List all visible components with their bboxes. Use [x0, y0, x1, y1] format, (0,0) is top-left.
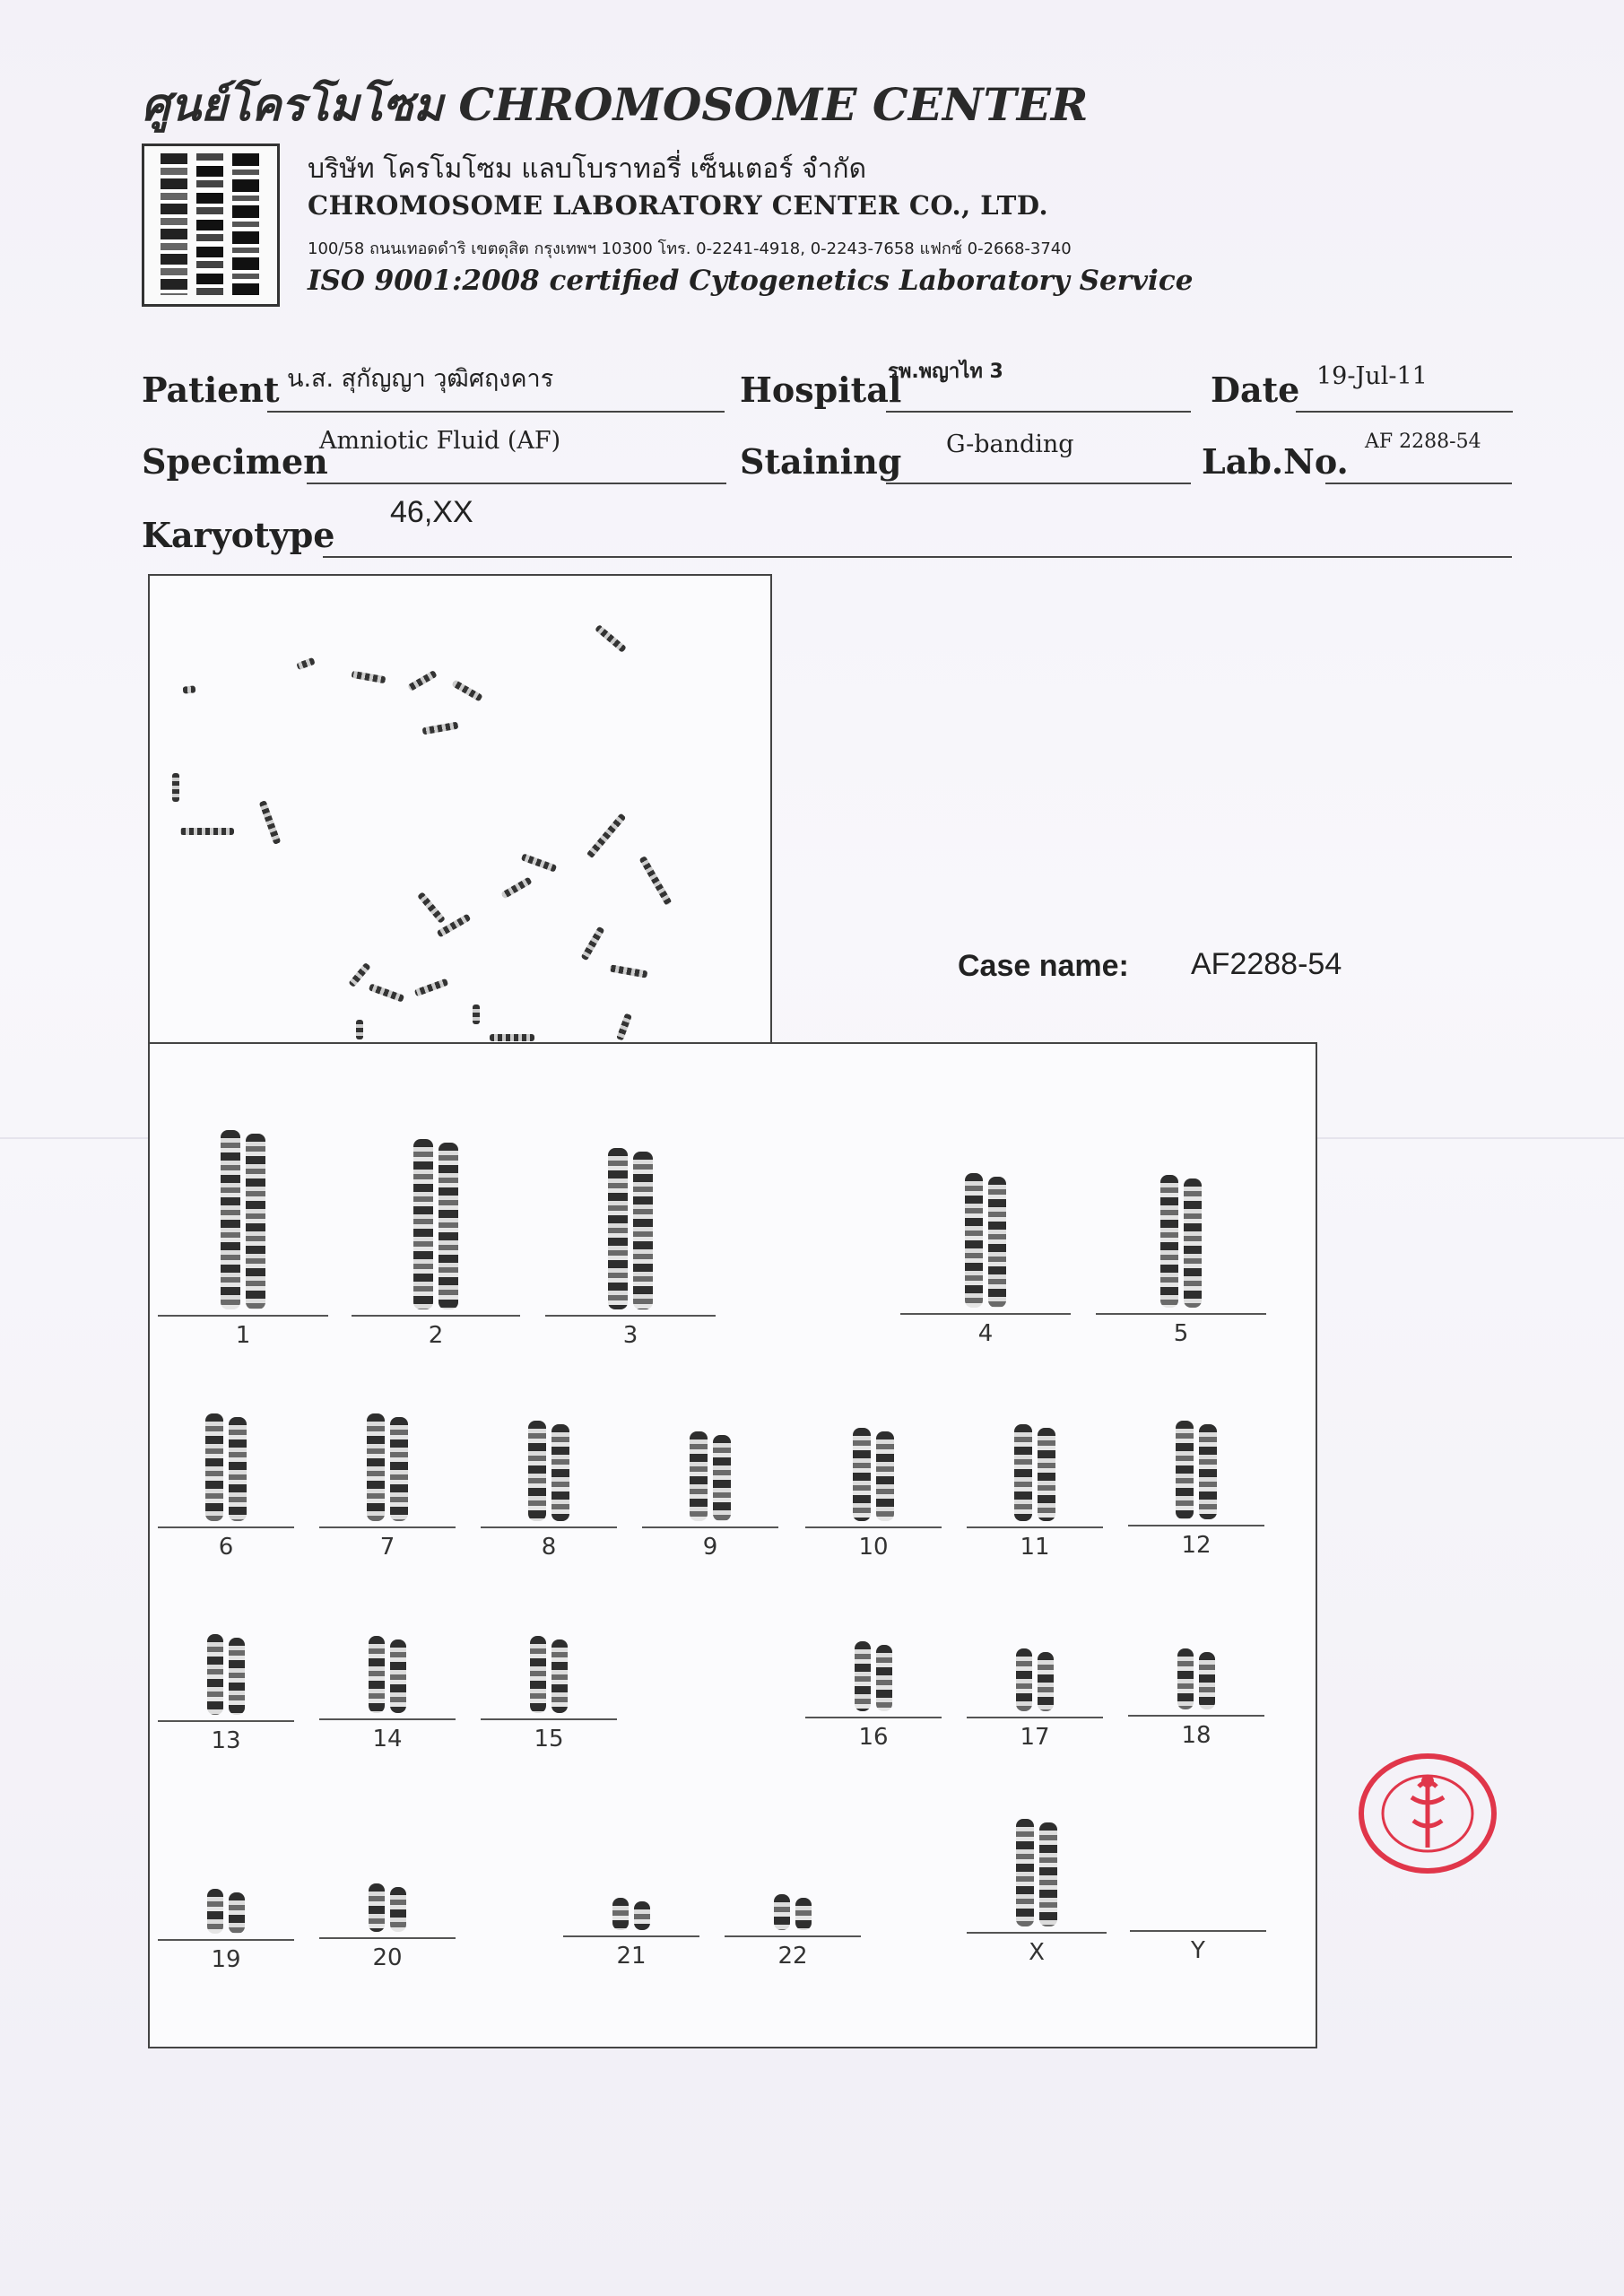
- chromosome: [988, 1177, 1006, 1308]
- chromosome: [369, 1636, 385, 1713]
- chromosome-number-label: 11: [1020, 1534, 1050, 1561]
- chromosome: [205, 1413, 223, 1521]
- chromosome: [1038, 1652, 1054, 1711]
- chromosome-pair: [1177, 1648, 1215, 1709]
- company-name-thai: บริษัท โครโมโซม แลบโบราทอรี่ เซ็นเตอร์ จำกัด: [308, 153, 867, 185]
- hospital-value: รพ.พญาไท 3: [888, 361, 1003, 383]
- chromosome-pair: [855, 1641, 892, 1711]
- chromosome-pair: [1016, 1819, 1057, 1926]
- chromosome: [774, 1894, 790, 1930]
- staining-value: G-banding: [946, 430, 1074, 458]
- chromosome-number-label: 17: [1020, 1724, 1050, 1751]
- staining-line: [886, 483, 1191, 484]
- chromosome-number-label: 10: [858, 1534, 889, 1561]
- chromosome-logo-icon: [142, 144, 280, 307]
- case-name-label: Case name:: [958, 949, 1129, 983]
- chromosome: [246, 1134, 265, 1309]
- chromosome: [608, 1148, 628, 1309]
- chromosome: [876, 1431, 894, 1521]
- chromosome-pair: [690, 1431, 731, 1521]
- metaphase-spread-image: [148, 574, 772, 1051]
- metaphase-chromosome: [521, 853, 557, 872]
- metaphase-chromosome: [500, 877, 532, 900]
- metaphase-chromosome: [259, 800, 282, 845]
- chromosome: [853, 1428, 871, 1521]
- chromosome-number-label: 18: [1181, 1722, 1211, 1749]
- patient-line: [267, 411, 725, 413]
- chromosome-underline: [481, 1718, 617, 1720]
- chromosome-number-label: 3: [622, 1322, 638, 1349]
- patient-label: Patient: [142, 370, 280, 410]
- center-title: ศูนย์โครโมโซม CHROMOSOME CENTER: [142, 78, 1089, 131]
- metaphase-chromosome: [473, 1004, 480, 1024]
- chromosome: [551, 1424, 569, 1521]
- chromosome-underline: [158, 1526, 294, 1528]
- chromosome: [551, 1639, 568, 1713]
- chromosome-pair: [367, 1413, 408, 1521]
- metaphase-chromosome: [586, 813, 627, 858]
- chromosome: [713, 1435, 731, 1521]
- chromosome-underline: [158, 1720, 294, 1722]
- hospital-line: [886, 411, 1191, 413]
- lab-number-value: AF 2288-54: [1365, 430, 1481, 453]
- chromosome-underline: [158, 1939, 294, 1941]
- company-address: 100/58 ถนนเทอดดำริ เขตดุสิต กรุงเทพฯ 10300 โทร. 0-2241-4918, 0-2243-7658 แฟกซ์ 0-2668-3740: [308, 239, 1072, 258]
- chromosome-underline: [158, 1315, 328, 1317]
- chromosome: [633, 1152, 653, 1309]
- chromosome-underline: [1096, 1313, 1266, 1315]
- chromosome: [634, 1901, 650, 1930]
- metaphase-chromosome: [296, 657, 316, 670]
- chromosome-pair: [369, 1636, 406, 1713]
- chromosome-number-label: 12: [1181, 1532, 1211, 1559]
- metaphase-chromosome: [422, 722, 459, 735]
- chromosome: [390, 1639, 406, 1713]
- chromosome-number-label: 19: [211, 1946, 241, 1973]
- chromosome-number-label: 1: [235, 1322, 251, 1349]
- chromosome: [876, 1645, 892, 1711]
- specimen-line: [307, 483, 726, 484]
- specimen-value: Amniotic Fluid (AF): [319, 427, 561, 455]
- hospital-label: Hospital: [740, 370, 902, 410]
- chromosome: [207, 1889, 223, 1934]
- chromosome-pair: [205, 1413, 247, 1521]
- metaphase-chromosome: [595, 624, 627, 653]
- chromosome-underline: [319, 1718, 456, 1720]
- metaphase-chromosome: [581, 926, 605, 961]
- chromosome: [855, 1641, 871, 1711]
- chromosome: [1199, 1424, 1217, 1519]
- metaphase-chromosome: [414, 978, 448, 997]
- chromosome: [207, 1634, 223, 1715]
- chromosome: [221, 1130, 240, 1309]
- karyotype-value: 46,XX: [390, 495, 473, 529]
- chromosome-underline: [319, 1937, 456, 1939]
- metaphase-chromosome: [490, 1034, 534, 1041]
- metaphase-chromosome: [348, 962, 370, 987]
- chromosome: [612, 1898, 629, 1930]
- patient-value: น.ส. สุกัญญา วุฒิศฤงคาร: [287, 365, 554, 393]
- chromosome-number-label: 16: [858, 1724, 889, 1751]
- chromosome-pair: [530, 1636, 568, 1713]
- chromosome: [690, 1431, 708, 1521]
- metaphase-chromosome: [172, 773, 179, 802]
- chromosome-pair: [774, 1894, 812, 1930]
- chromosome-number-label: 14: [372, 1726, 403, 1752]
- chromosome-underline: [900, 1313, 1071, 1315]
- chromosome: [1014, 1424, 1032, 1521]
- staining-label: Staining: [740, 441, 902, 482]
- chromosome-pair: [1160, 1175, 1202, 1308]
- chromosome-number-label: 2: [428, 1322, 444, 1349]
- metaphase-chromosome: [407, 670, 437, 691]
- chromosome-number-label: 6: [218, 1534, 234, 1561]
- chromosome: [1160, 1175, 1178, 1308]
- chromosome: [1176, 1421, 1194, 1519]
- chromosome-underline: [805, 1717, 942, 1718]
- lab-number-line: [1325, 483, 1512, 484]
- metaphase-chromosome: [180, 828, 234, 835]
- chromosome-number-label: Y: [1191, 1937, 1205, 1964]
- chromosome: [1177, 1648, 1194, 1709]
- chromosome-underline: [1128, 1715, 1264, 1717]
- chromosome-underline: [967, 1526, 1103, 1528]
- chromosome-underline: [563, 1935, 699, 1937]
- chromosome-underline: [352, 1315, 520, 1317]
- chromosome-underline: [725, 1935, 861, 1937]
- chromosome-number-label: 15: [534, 1726, 564, 1752]
- company-name-english: CHROMOSOME LABORATORY CENTER CO., LTD.: [308, 190, 1049, 221]
- metaphase-chromosome: [183, 685, 196, 693]
- metaphase-chromosome: [352, 671, 386, 683]
- chromosome: [439, 1143, 458, 1309]
- chromosome-pair: [221, 1130, 265, 1309]
- chromosome: [1039, 1822, 1057, 1926]
- chromosome-number-label: 5: [1173, 1320, 1189, 1347]
- metaphase-chromosome: [356, 1020, 363, 1039]
- chromosome-number-label: 9: [702, 1534, 718, 1561]
- chromosome-number-label: 7: [379, 1534, 395, 1561]
- date-value: 19-Jul-11: [1316, 362, 1428, 390]
- chromosome-underline: [1130, 1930, 1266, 1932]
- chromosome-underline: [642, 1526, 778, 1528]
- chromosome-pair: [1014, 1424, 1055, 1521]
- chromosome-pair: [207, 1634, 245, 1715]
- chromosome: [530, 1636, 546, 1713]
- metaphase-chromosome: [610, 964, 648, 978]
- chromosome-number-label: 8: [541, 1534, 557, 1561]
- date-line: [1296, 411, 1513, 413]
- metaphase-chromosome: [369, 983, 404, 1002]
- metaphase-chromosome: [639, 856, 673, 906]
- chromosome-pair: [1016, 1648, 1054, 1711]
- chromosome-pair: [853, 1428, 894, 1521]
- chromosome: [390, 1417, 408, 1521]
- chromosome-underline: [805, 1526, 942, 1528]
- chromosome: [367, 1413, 385, 1521]
- chromosome-number-label: 21: [616, 1943, 647, 1970]
- chromosome-pair: [207, 1889, 245, 1934]
- chromosome-underline: [319, 1526, 456, 1528]
- chromosome: [528, 1421, 546, 1521]
- chromosome-pair: [965, 1173, 1006, 1308]
- chromosome-underline: [1128, 1525, 1264, 1526]
- iso-certification: ISO 9001:2008 certified Cytogenetics Laboratory Service: [308, 265, 1194, 297]
- chromosome-number-label: 4: [977, 1320, 994, 1347]
- chromosome-number-label: 20: [372, 1944, 403, 1971]
- chromosome-number-label: 13: [211, 1727, 241, 1754]
- case-name-value: AF2288-54: [1191, 947, 1342, 981]
- chromosome-pair: [528, 1421, 569, 1521]
- chromosome: [413, 1139, 433, 1309]
- chromosome-pair: [413, 1139, 458, 1309]
- chromosome: [369, 1883, 385, 1932]
- chromosome: [1016, 1648, 1032, 1711]
- chromosome-number-label: 22: [777, 1943, 808, 1970]
- karyotype-line: [323, 556, 1512, 558]
- metaphase-chromosome: [417, 891, 446, 924]
- chromosome-underline: [967, 1717, 1103, 1718]
- chromosome: [1199, 1652, 1215, 1709]
- hospital-seal-stamp: [1356, 1751, 1499, 1876]
- chromosome: [1038, 1428, 1055, 1521]
- metaphase-chromosome: [451, 680, 482, 702]
- karyotype-label: Karyotype: [142, 515, 335, 555]
- chromosome: [229, 1638, 245, 1715]
- chromosome: [1184, 1178, 1202, 1308]
- metaphase-chromosome: [616, 1013, 632, 1041]
- chromosome-pair: [608, 1148, 653, 1309]
- chromosome: [390, 1887, 406, 1932]
- chromosome: [229, 1417, 247, 1521]
- chromosome-pair: [612, 1898, 650, 1930]
- chromosome-underline: [545, 1315, 716, 1317]
- chromosome: [965, 1173, 983, 1308]
- date-label: Date: [1211, 370, 1300, 410]
- chromosome: [229, 1892, 245, 1934]
- lab-number-label: Lab.No.: [1202, 441, 1349, 482]
- chromosome: [795, 1898, 812, 1930]
- chromosome-underline: [481, 1526, 617, 1528]
- chromosome: [1016, 1819, 1034, 1926]
- chromosome-underline: [967, 1932, 1107, 1934]
- chromosome-pair: [1176, 1421, 1217, 1519]
- specimen-label: Specimen: [142, 441, 328, 482]
- chromosome-number-label: X: [1029, 1939, 1045, 1966]
- chromosome-pair: [369, 1883, 406, 1932]
